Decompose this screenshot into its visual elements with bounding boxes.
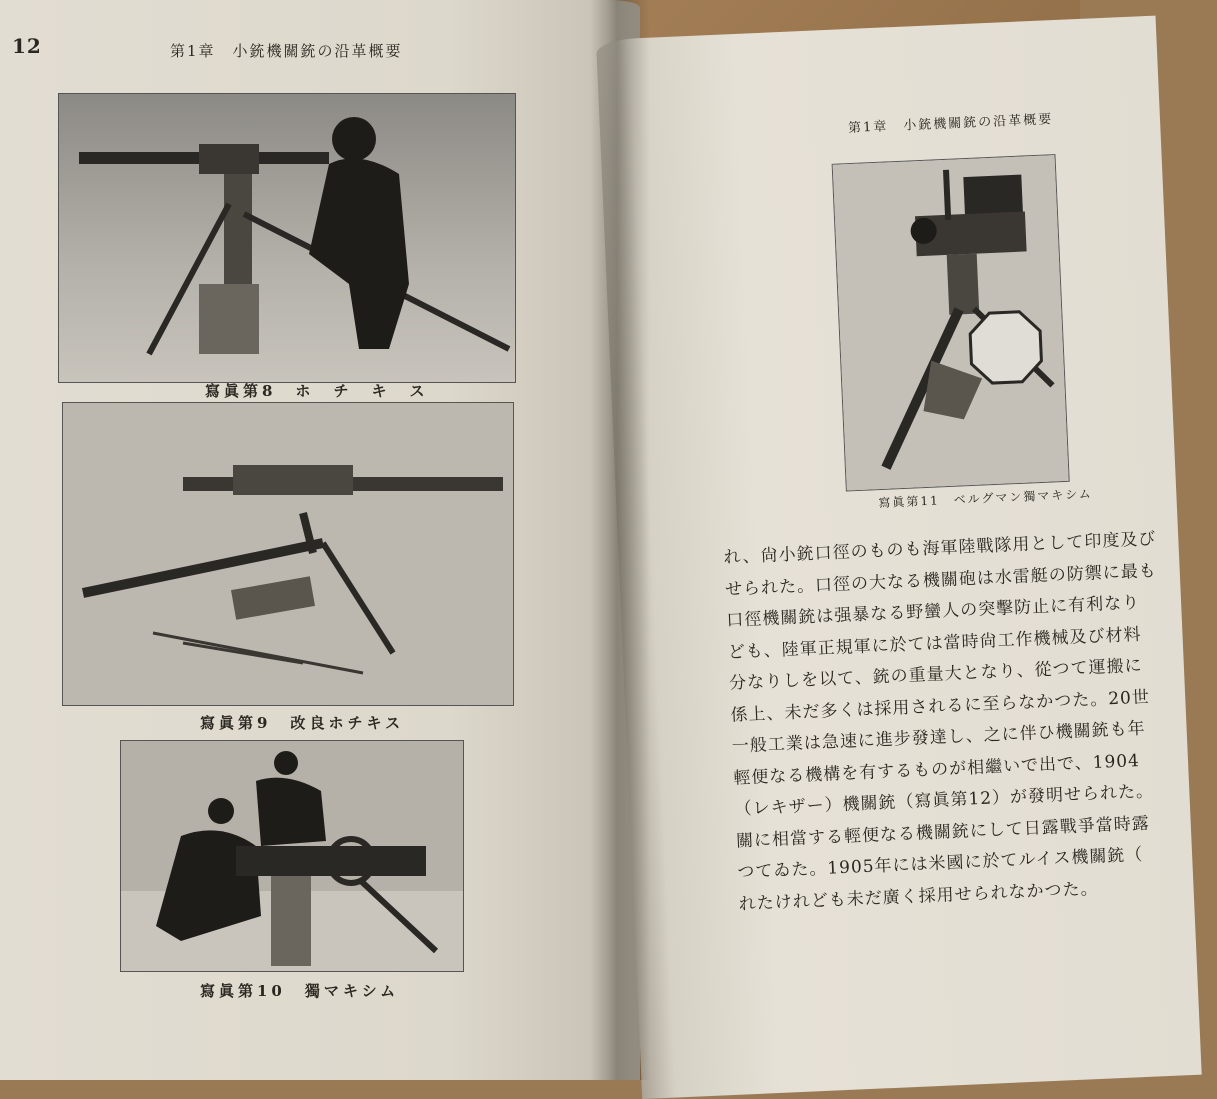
text-line: れたけれども未だ廣く採用せられなかつた。 — [738, 878, 1099, 915]
text-line: ども、陸軍正規軍に於ては當時尙工作機械及び材料 — [727, 624, 1142, 663]
photo-9-improved-hotchkiss — [62, 402, 514, 706]
text-line: つてゐた。1905年には米國に於てルイス機關銃（ — [737, 844, 1144, 883]
text-line: 分なりしを以て、銃の重量大となり、從つて運搬に — [728, 655, 1143, 694]
text-line: 係上、未だ多くは採用されるに至らなかつた。20世 — [730, 686, 1151, 726]
running-head-right: 第1章 小銃機關銃の沿革概要 — [847, 112, 1054, 137]
photo-11-bergmann-maxim — [832, 154, 1070, 491]
text-line: 一般工業は急速に進步發達し、之に伴ひ機關銃も年 — [731, 718, 1146, 757]
photo-10-caption: 寫眞第10 獨マキシム — [200, 982, 400, 1000]
text-line: 輕便なる機構を有するものが相繼いで出で、1904 — [732, 750, 1141, 789]
text-line: 口徑機關銃は强暴なる野蠻人の突擊防止に有利なり — [726, 592, 1141, 631]
text-line: れ、尙小銃口徑のものも海軍陸戰隊用として印度及び — [723, 529, 1157, 568]
photo-8-hotchkiss — [58, 93, 516, 383]
page-number: 12 — [12, 34, 42, 58]
right-page — [596, 16, 1202, 1099]
photo-11-caption: 寫眞第11 ベルグマン獨マキシム — [878, 486, 1094, 511]
body-text — [723, 522, 1209, 920]
text-line: （レキザー）機關銃（寫眞第12）が發明せられた。 — [734, 781, 1155, 820]
running-head-left: 第1章 小銃機關銃の沿革概要 — [170, 42, 403, 60]
book-gutter — [590, 0, 650, 1080]
photo-9-caption: 寫眞第9 改良ホチキス — [200, 714, 405, 732]
text-line: せられた。口徑の大なる機關砲は水雷艇の防禦に最も — [724, 560, 1158, 600]
photo-8-caption: 寫眞第8 ホ チ キ ス — [205, 382, 429, 400]
photo-10-german-maxim — [120, 740, 464, 972]
text-line: 關に相當する輕便なる機關銃にして日露戰爭當時露 — [735, 813, 1151, 852]
